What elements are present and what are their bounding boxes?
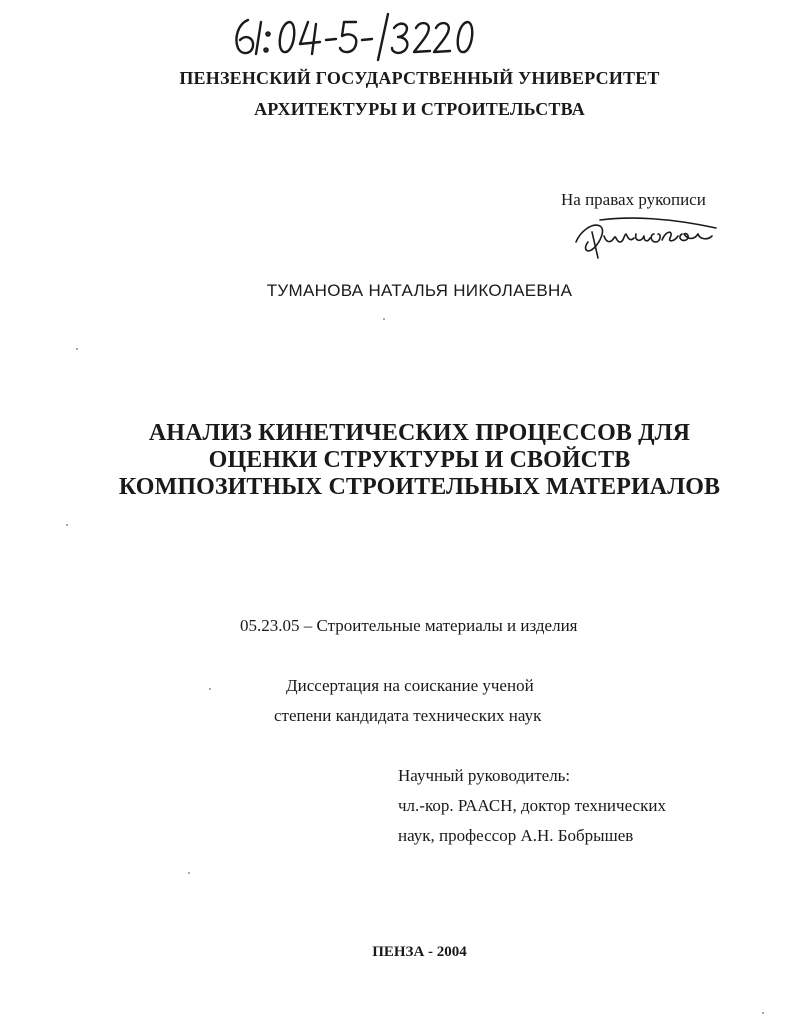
degree-line-1: Диссертация на соискание ученой bbox=[286, 676, 534, 695]
city-year: ПЕНЗА - 2004 bbox=[372, 944, 467, 960]
university-name-line-1: ПЕНЗЕНСКИЙ ГОСУДАРСТВЕННЫЙ УНИВЕРСИТЕТ bbox=[179, 68, 660, 88]
supervisor-title-line-1: чл.-кор. РААСН, доктор технических bbox=[398, 796, 666, 815]
author-signature bbox=[570, 212, 720, 260]
supervisor-title-line-2: наук, профессор А.Н. Бобрышев bbox=[398, 826, 634, 845]
dissertation-title-line-3: КОМПОЗИТНЫХ СТРОИТЕЛЬНЫХ МАТЕРИАЛОВ bbox=[118, 474, 721, 500]
author-name: ТУМАНОВА НАТАЛЬЯ НИКОЛАЕВНА bbox=[266, 281, 573, 300]
degree-line-2: степени кандидата технических наук bbox=[274, 706, 542, 725]
scan-speck bbox=[76, 348, 78, 350]
manuscript-note: На правах рукописи bbox=[561, 190, 706, 209]
specialty-code: 05.23.05 – Строительные материалы и изделия bbox=[240, 616, 578, 635]
scan-speck bbox=[383, 318, 385, 320]
scan-speck bbox=[66, 524, 68, 526]
dissertation-title-line-2: ОЦЕНКИ СТРУКТУРЫ И СВОЙСТВ bbox=[208, 447, 631, 473]
scan-speck bbox=[188, 872, 190, 874]
archive-number-handwritten bbox=[228, 10, 488, 62]
supervisor-label: Научный руководитель: bbox=[398, 766, 571, 785]
university-name-line-2: АРХИТЕКТУРЫ И СТРОИТЕЛЬСТВА bbox=[254, 99, 585, 119]
scan-speck bbox=[209, 688, 211, 690]
dissertation-title-line-1: АНАЛИЗ КИНЕТИЧЕСКИХ ПРОЦЕССОВ ДЛЯ bbox=[148, 420, 691, 446]
scan-speck bbox=[762, 1012, 764, 1014]
